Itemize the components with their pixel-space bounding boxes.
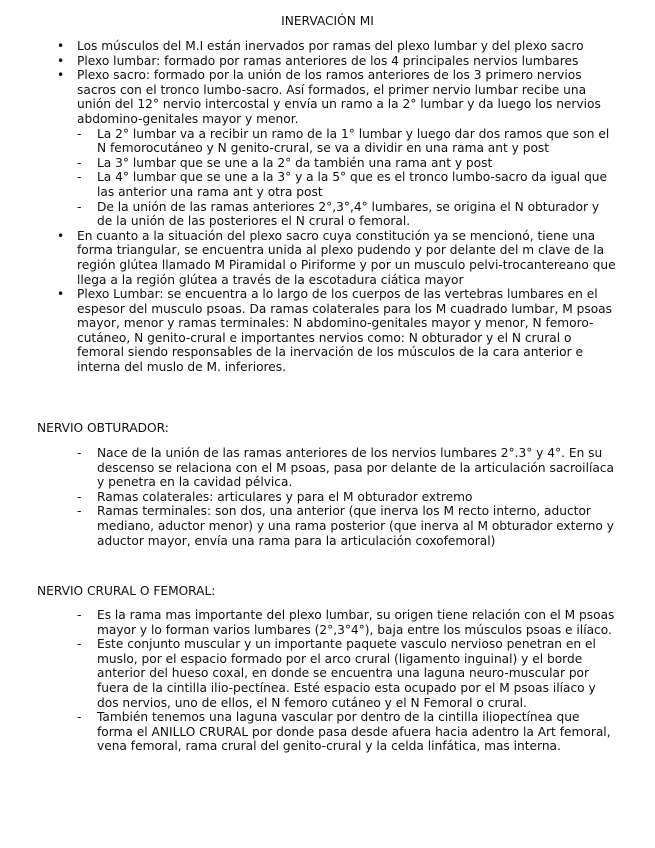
list-item: - Ramas colaterales: articulares y para el M obturador extremo	[77, 490, 617, 505]
list-item: - Este conjunto muscular y un importante paquete vasculo nervioso penetran en el muslo, por el espacio formado por el arco crural (ligamento inguinal) y el borde anterior del hueso coxal, en donde se encuentra una laguna neuro-muscular por fuera de la cintilla ilio-pectínea. Esté espacio esta ocupado por el M psoas ilíaco y dos nervios, uno de ellos, el N femoro cutáneo y el N Femoral o crural.	[77, 637, 617, 710]
sublist-item: - La 4° lumbar que se une a la 3° y a la 5° que es el tronco lumbo-sacro da igual que las anterior una rama ant y otra post	[77, 170, 617, 199]
intro-bullet-list	[57, 39, 617, 375]
sublist-item: - La 2° lumbar va a recibir un ramo de la 1° lumbar y luego dar dos ramos que son el N femorocutáneo y N genito-crural, se va a dividir en una rama ant y post	[77, 127, 617, 156]
list-item	[57, 68, 617, 229]
list-item: • Plexo lumbar: formado por ramas anteriores de los 4 principales nervios lumbares	[57, 54, 617, 69]
sublist-item: - La 3° lumbar que se une a la 2° da también una rama ant y post	[77, 156, 617, 171]
list-item: - Es la rama mas importante del plexo lumbar, su origen tiene relación con el M psoas mayor y lo forman varios lumbares (2°,3°4°), baja entre los músculos psoas e ilíaco.	[77, 608, 617, 637]
page-title: INERVACIÓN MI	[281, 14, 374, 28]
list-item: - También tenemos una laguna vascular por dentro de la cintilla iliopectínea que forma el ANILLO CRURAL por donde pasa desde afuera hacia adentro la Art femoral, vena femoral, rama crural del genito-crural y la celda linfática, mas interna.	[77, 710, 617, 754]
list-item-text: Plexo sacro: formado por la unión de los ramos anteriores de los 3 primero nervios sacros con el tronco lumbo-sacro. Así formados, el primer nervio lumbar recibe una unión del 12° nervio intercostal y envía un ramo a la 2° lumbar y da luego los nervios abdomino-genitales mayor y menor.	[77, 68, 601, 126]
plexo-sacro-sublist	[77, 127, 617, 229]
obturador-list	[77, 446, 617, 548]
sublist-item: - De la unión de las ramas anteriores 2°,3°,4° lumbares, se origina el N obturador y de la unión de las posteriores el N crural o femoral.	[77, 200, 617, 229]
section-heading-obturador: NERVIO OBTURADOR:	[37, 421, 169, 435]
list-item: • Los músculos del M.I están inervados por ramas del plexo lumbar y del plexo sacro	[57, 39, 617, 54]
crural-list	[77, 608, 617, 754]
list-item: - Nace de la unión de las ramas anteriores de los nervios lumbares 2°.3° y 4°. En su descenso se relaciona con el M psoas, pasa por delante de la articulación sacroilíaca y penetra en la cavidad pélvica.	[77, 446, 617, 490]
list-item: • En cuanto a la situación del plexo sacro cuya constitución ya se mencionó, tiene una forma triangular, se encuentra unida al plexo pudendo y por delante del m clave de la región glútea llamado M Piramidal o Piriforme y por un musculo pelvi-trocantereano que llega a la región glútea a través de la escotadura ciática mayor	[57, 229, 617, 287]
section-heading-crural: NERVIO CRURAL O FEMORAL:	[37, 584, 216, 598]
list-item: - Ramas terminales: son dos, una anterior (que inerva los M recto interno, aductor mediano, aductor menor) y una rama posterior (que inerva al M obturador externo y aductor mayor, envía una rama para la articulación coxofemoral)	[77, 504, 617, 548]
list-item: • Plexo Lumbar: se encuentra a lo largo de los cuerpos de las vertebras lumbares en el espesor del musculo psoas. Da ramas colaterales para los M cuadrado lumbar, M psoas mayor, menor y ramas terminales: N abdomino-genitales mayor y menor, N femoro-cutáneo, N genito-crural e importantes nervios como: N obturador y el N crural o femoral siendo responsables de la inervación de los músculos de la cara anterior e interna del muslo de M. inferiores.	[57, 287, 617, 375]
